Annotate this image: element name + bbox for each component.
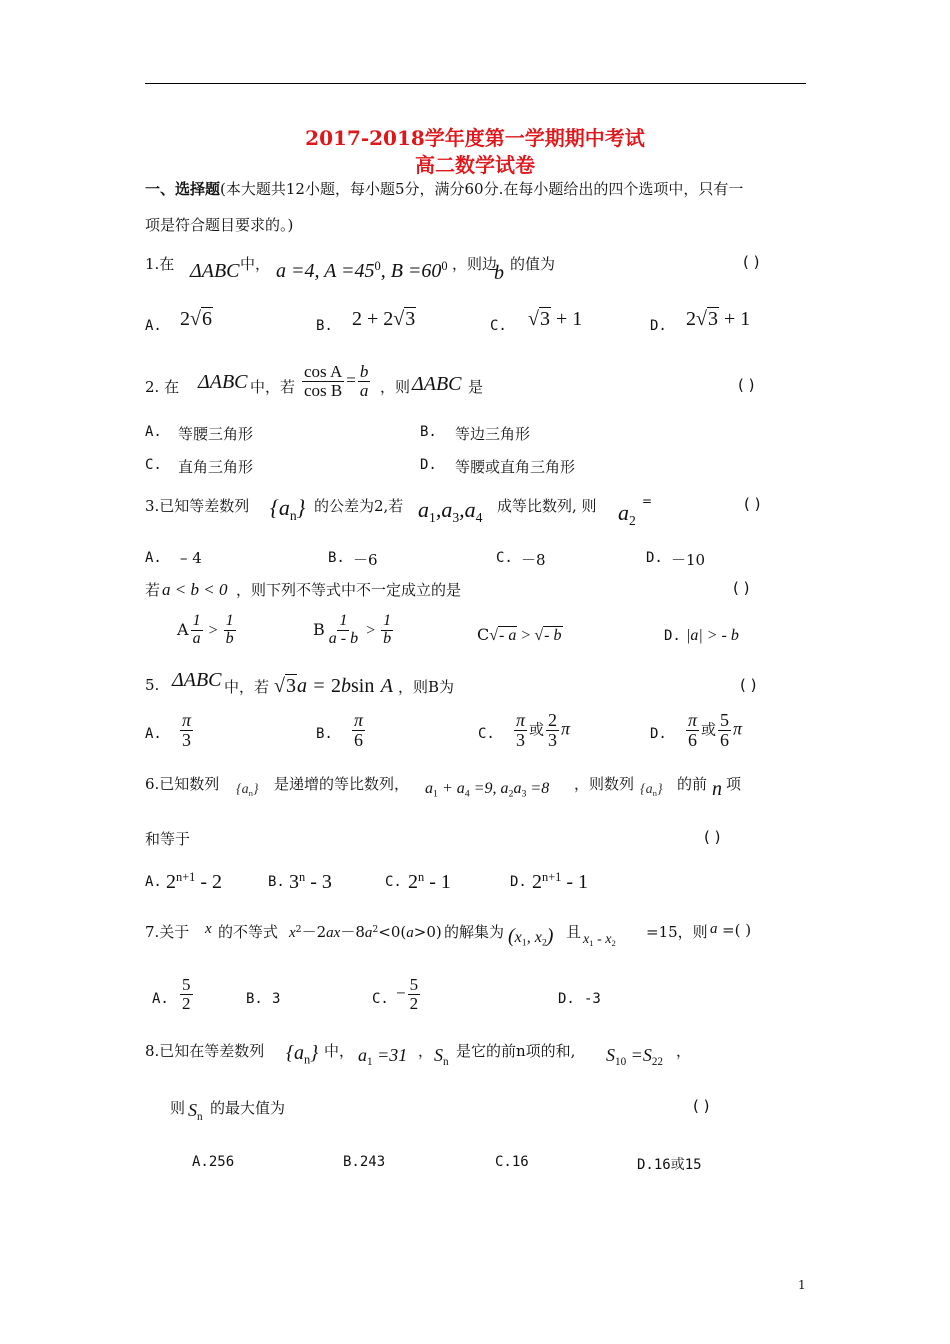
q2-frac2-den: a — [359, 380, 369, 400]
q8-option-c-label: C. — [495, 1154, 512, 1170]
q8-s10: $S_{10} =S_{22}$ — [606, 1045, 663, 1068]
q8-line2: 则 — [170, 1099, 186, 1117]
q5-or-d: 或 — [701, 720, 717, 739]
q5-or-c: 或 — [529, 720, 545, 739]
q6-option-d: $2^{n+1} - 1$ — [532, 870, 589, 893]
q6-line2: 和等于 — [145, 830, 191, 848]
q7-option-c-label: C. — [372, 991, 389, 1007]
q1-tail: ，则边 — [452, 255, 498, 273]
section-label: 一、选择题 — [145, 180, 221, 198]
q8-sep: ， — [418, 1042, 434, 1060]
q2-triangle-2: ΔABC — [412, 373, 462, 395]
q2-option-b: 等边三角形 — [455, 425, 531, 443]
q4-option-a-label: A — [177, 619, 189, 639]
q1-given-text — [0, 0, 1, 1]
q7-eq: =( ) — [722, 921, 752, 939]
q4-option-d-label: D. — [664, 628, 681, 644]
q8-end: ， — [676, 1042, 692, 1060]
q1-given: a =4, $A =45^0$, $B =60^0$ — [276, 259, 448, 282]
q2-triangle: ΔABC — [198, 371, 248, 393]
q6-condition: $a_1 + a_4 =9$, $a_2a_3 =8$ — [425, 780, 550, 800]
section-desc-line2: 项是符合题目要求的。) — [145, 216, 294, 234]
q6-sequence: $\{a_n\}$ — [236, 782, 259, 799]
q8-option-c — [495, 1154, 529, 1170]
q5-triangle: ΔABC — [172, 669, 222, 691]
q5-option-d: $\frac{\pi}{6}$ 或 $\frac{5}{6}$ π — [688, 710, 743, 750]
q6-number: 6.已知数列 — [145, 775, 220, 793]
q2-frac2-num: b — [359, 362, 369, 381]
q1-option-a-label: A. — [145, 318, 162, 334]
q7-set: ($x_1$, $x_2$) — [508, 925, 554, 949]
q2-zhong: 中，若 — [250, 378, 296, 396]
q2-answer-blank: ( ) — [738, 376, 755, 394]
q7-option-a-label: A. — [152, 991, 169, 1007]
q2-option-b-label: B. — [420, 424, 437, 440]
q4-answer-blank: ( ) — [733, 579, 750, 597]
q4-option-a: A $\frac{1}{a}$ > $\frac{1}{b}$ — [177, 612, 234, 647]
q1-number: 1.在 — [145, 255, 175, 273]
q8-option-d — [637, 1154, 702, 1174]
q3-option-a-label: A. — [145, 550, 162, 566]
q5-answer-blank: ( ) — [740, 676, 757, 694]
q7-mid: 的不等式 — [218, 923, 279, 941]
q6-answer-blank: ( ) — [704, 828, 721, 846]
q8-number: 8.已知在等差数列 — [145, 1042, 265, 1060]
q6-option-b: 3$^n$ - 3 — [289, 870, 332, 893]
q8-option-d-label: D. — [637, 1157, 654, 1173]
exam-title: 2017-2018学年度第一学期期中考试 — [305, 126, 645, 150]
q7-inequality: $x^2-2ax-8a^2<0(a>0)$ — [289, 923, 442, 941]
q1-triangle: ΔABC — [190, 260, 240, 282]
q8-option-b-value: 243 — [359, 1154, 386, 1170]
q4-option-b: B $\frac{1}{a - b}$ > $\frac{1}{b}$ — [313, 612, 392, 647]
q8-mid: 是它的前n项的和, — [456, 1042, 576, 1060]
q3-a2: $a_2$ — [618, 500, 636, 528]
q3-option-b: －6 — [353, 551, 378, 569]
q2-eq: = — [346, 370, 356, 390]
q3-option-a: – 4 — [180, 549, 202, 567]
q7-option-d: -3 — [584, 991, 601, 1007]
q2-frac1-den: cos B — [304, 380, 343, 400]
q2-option-c-label: C. — [145, 457, 162, 473]
q6-option-a: $2^{n+1} - 2$ — [166, 870, 223, 893]
q7-a: a — [710, 921, 718, 937]
q6-xiang: 项 — [726, 775, 742, 793]
q8-option-a-label: A. — [192, 1154, 209, 1170]
q2-option-a: 等腰三角形 — [178, 425, 254, 443]
q1-option-b-label: B. — [316, 318, 333, 334]
q8-option-a — [192, 1154, 234, 1170]
q8-answer-blank: ( ) — [693, 1097, 710, 1115]
q2-ask: 是 — [468, 378, 484, 396]
q6-option-a-label: A. — [145, 874, 162, 890]
q3-option-d: －10 — [671, 551, 706, 569]
header-rule — [145, 83, 806, 84]
q1-option-d-label: D. — [650, 318, 667, 334]
q2-option-c: 直角三角形 — [178, 458, 254, 476]
q7-tail: =15，则 — [646, 923, 708, 941]
q8-sn-2: $S_n$ — [188, 1100, 203, 1123]
q6-option-c-label: C. — [385, 874, 402, 890]
q2-option-d-label: D. — [420, 457, 437, 473]
q1-option-c: √3 + 1 — [528, 308, 583, 330]
q3-option-b-label: B. — [328, 550, 345, 566]
q4-option-d: D. |a| > - b — [664, 627, 739, 644]
q3-number: 3.已知等差数列 — [145, 497, 250, 515]
q8-zhong: 中， — [324, 1042, 355, 1060]
q6-option-d-label: D. — [510, 874, 527, 890]
q4-option-c-label: C — [477, 625, 490, 644]
q3-option-c: －8 — [521, 551, 546, 569]
q1-b: b — [494, 262, 504, 284]
q5-zhong: 中，若 — [224, 678, 270, 696]
q8-sn: $S_n$ — [434, 1045, 449, 1068]
q3-tail: 成等比数列, 则 — [497, 497, 597, 515]
q6-ask: 的前 — [677, 775, 708, 793]
section-intro — [145, 178, 743, 199]
section-desc-line1: (本大题共12小题，每小题5分，满分60分.在每小题给出的四个选项中，只有一 — [220, 180, 744, 198]
q2-frac1-num: cos A — [304, 362, 343, 381]
q3-sequence: $\{a_n\}$ — [270, 495, 306, 523]
q8-option-a-value: 256 — [208, 1154, 235, 1170]
q3-mid: 的公差为2,若 — [314, 497, 404, 515]
q6-mid: 是递增的等比数列， — [274, 775, 410, 793]
q7-x: x — [205, 921, 212, 937]
q7-option-c: − $\frac{5}{2}$ — [396, 975, 419, 1013]
q8-option-d-value: 16或15 — [653, 1157, 702, 1173]
q4-tail: ，则下列不等式中不一定成立的是 — [236, 581, 462, 599]
q7-number: 7.关于 — [145, 923, 190, 941]
q2-number: 2. 在 — [145, 378, 180, 396]
q2-tail: ，则 — [380, 378, 411, 396]
q1-ask: 的值为 — [510, 255, 556, 273]
exam-subtitle: 高二数学试卷 — [415, 153, 535, 177]
q4-lead: 若 — [145, 581, 161, 599]
question-1 — [145, 253, 174, 274]
q3-terms: $a_1,a_3,a_4$ — [418, 497, 483, 525]
q3-eq: = — [642, 494, 653, 508]
q1-option-d: 2√3 + 1 — [686, 308, 751, 330]
q1-option-a: 2√6 — [180, 308, 212, 330]
q3-option-c-label: C. — [496, 550, 513, 566]
q2-option-a-label: A. — [145, 424, 162, 440]
q5-option-a: $\frac{\pi}{3}$ — [182, 710, 192, 750]
q6-n: n — [712, 778, 722, 800]
q7-option-d-label: D. — [558, 991, 575, 1007]
q4-option-c: C√- a > √- b — [477, 625, 562, 644]
q4-condition: a < b < 0 — [162, 580, 228, 599]
q5-number: 5. — [145, 676, 160, 694]
q1-answer-blank: ( ) — [743, 253, 760, 271]
q7-option-b-label: B. — [246, 991, 263, 1007]
q1-option-c-label: C. — [490, 318, 507, 334]
q5-expression: √3a = 2bsin A — [274, 675, 393, 697]
q3-option-d-label: D. — [646, 550, 663, 566]
q3-answer-blank: ( ) — [744, 495, 761, 513]
q1-option-b: 2 + 2√3 — [352, 308, 416, 330]
q8-option-b-label: B. — [343, 1154, 360, 1170]
q5-option-b-label: B. — [316, 726, 333, 742]
q8-option-c-value: 16 — [511, 1154, 529, 1170]
q8-sequence: $\{a_n\}$ — [286, 1042, 319, 1067]
q2-equation — [300, 363, 372, 400]
q5-option-c-label: C. — [478, 726, 495, 742]
q6-sequence-2: $\{a_n\}$ — [640, 782, 663, 799]
q4-option-b-label: B — [313, 619, 325, 639]
q5-option-a-label: A. — [145, 726, 162, 742]
q5-option-b: $\frac{\pi}{6}$ — [354, 710, 364, 750]
q5-tail: ，则B为 — [398, 678, 455, 696]
q1-zhong: 中， — [240, 255, 271, 273]
q6-option-c: 2$^n$ - 1 — [408, 870, 451, 893]
q7-option-a: $\frac{5}{2}$ — [182, 975, 191, 1013]
q8-option-b — [343, 1154, 385, 1170]
q5-option-d-label: D. — [650, 726, 667, 742]
q8-a1: $a_1 =31$ — [358, 1045, 408, 1068]
q7-option-b: 3 — [272, 991, 281, 1007]
q5-option-c: $\frac{\pi}{3}$ 或 $\frac{2}{3}$ π — [516, 710, 571, 750]
q7-difference: $x_1 - x_2$ — [583, 932, 616, 949]
q6-option-b-label: B. — [268, 874, 285, 890]
page-number: 1 — [798, 1278, 806, 1292]
q2-option-d: 等腰或直角三角形 — [455, 458, 576, 476]
q7-mid2: 的解集为 — [444, 923, 505, 941]
q6-tail: ，则数列 — [574, 775, 635, 793]
q8-ask: 的最大值为 — [210, 1099, 286, 1117]
q7-qie: 且 — [566, 923, 582, 941]
